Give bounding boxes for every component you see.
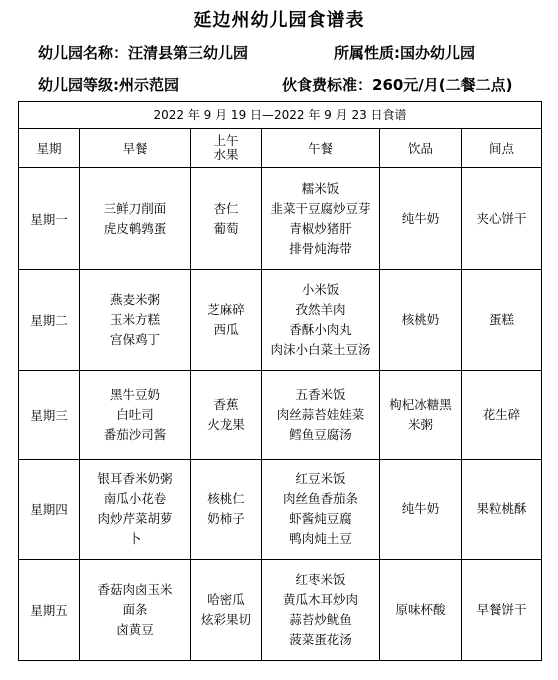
menu-item: 红豆米饭 bbox=[295, 471, 346, 487]
header-snack: 间点 bbox=[462, 128, 542, 168]
fruit-cell bbox=[191, 270, 262, 371]
menu-item: 卜 bbox=[128, 531, 142, 547]
menu-item: 燕麦米粥 bbox=[109, 292, 160, 308]
menu-item: 虾酱炖豆腐 bbox=[289, 511, 352, 527]
drink-cell bbox=[380, 371, 462, 460]
menu-item: 肉沫小白菜土豆汤 bbox=[270, 342, 371, 358]
menu-item: 葡萄 bbox=[213, 220, 239, 236]
menu-item: 青椒炒猪肝 bbox=[289, 220, 352, 236]
document-title: 延边州幼儿园食谱表 bbox=[193, 10, 365, 31]
menu-item: 鸭肉炖土豆 bbox=[289, 531, 352, 547]
kindergarten-name: 幼儿园名称：汪清县第三幼儿园 bbox=[38, 44, 249, 62]
day-cell: 星期二 bbox=[19, 270, 80, 371]
menu-item: 五香米饭 bbox=[295, 387, 346, 403]
menu-item: 哈密瓜 bbox=[207, 591, 245, 607]
menu-item: 银耳香米奶粥 bbox=[97, 471, 173, 487]
breakfast-cell bbox=[80, 559, 191, 660]
menu-item: 糯米饭 bbox=[301, 180, 340, 196]
meal-fee-standard: 伙食费标准：260元/月(二餐二点) bbox=[282, 76, 513, 94]
kindergarten-grade: 幼儿园等级:州示范园 bbox=[38, 76, 179, 94]
menu-item: 孜然羊肉 bbox=[295, 302, 346, 318]
table-row bbox=[19, 371, 542, 460]
header-morning-fruit bbox=[191, 128, 262, 168]
menu-item: 枸杞冰糖黑 bbox=[389, 397, 452, 413]
drink-cell bbox=[380, 270, 462, 371]
lunch-cell bbox=[262, 460, 380, 560]
breakfast-cell bbox=[80, 460, 191, 560]
fruit-cell bbox=[191, 168, 262, 270]
menu-table bbox=[18, 101, 542, 661]
table-row bbox=[19, 460, 542, 560]
lunch-cell bbox=[262, 371, 380, 460]
menu-item: 三鲜刀削面 bbox=[103, 200, 167, 216]
header-lunch: 午餐 bbox=[262, 128, 380, 168]
menu-item: 纯牛奶 bbox=[401, 210, 440, 226]
menu-item: 奶柿子 bbox=[207, 511, 245, 527]
menu-item: 菠菜蛋花汤 bbox=[289, 631, 352, 647]
menu-item: 肉丝蒜苔娃娃菜 bbox=[276, 407, 365, 423]
date-range-caption: 2022 年 9 月 19 日—2022 年 9 月 23 日食谱 bbox=[19, 102, 542, 129]
day-cell: 星期三 bbox=[19, 371, 80, 460]
fruit-cell bbox=[191, 460, 262, 560]
header-fruit-line: 上午 bbox=[213, 132, 239, 148]
day-cell: 星期五 bbox=[19, 559, 80, 660]
lunch-cell bbox=[262, 270, 380, 371]
fruit-cell bbox=[191, 371, 262, 460]
menu-item: 西瓜 bbox=[213, 322, 239, 338]
drink-cell bbox=[380, 559, 462, 660]
menu-item: 果粒桃酥 bbox=[476, 501, 527, 517]
table-row bbox=[19, 168, 542, 270]
kindergarten-nature: 所属性质:国办幼儿园 bbox=[334, 44, 475, 62]
breakfast-cell bbox=[80, 371, 191, 460]
menu-item: 香蕉 bbox=[213, 397, 239, 413]
menu-item: 虎皮鹌鹑蛋 bbox=[103, 220, 167, 236]
menu-item: 火龙果 bbox=[207, 417, 245, 433]
menu-item: 黄瓜木耳炒肉 bbox=[282, 591, 358, 607]
menu-item: 夹心饼干 bbox=[476, 210, 527, 226]
menu-item: 蒜苔炒鱿鱼 bbox=[289, 611, 352, 627]
menu-item: 炫彩果切 bbox=[200, 611, 251, 627]
table-row bbox=[19, 270, 542, 371]
menu-item: 卤黄豆 bbox=[116, 621, 154, 637]
menu-item: 玉米方糕 bbox=[109, 312, 160, 328]
snack-cell bbox=[462, 559, 542, 660]
header-drink: 饮品 bbox=[380, 128, 462, 168]
header-row bbox=[19, 128, 542, 168]
snack-cell bbox=[462, 460, 542, 560]
menu-item: 花生碎 bbox=[482, 407, 521, 423]
menu-item: 杏仁 bbox=[213, 200, 239, 216]
menu-item: 香酥小肉丸 bbox=[289, 322, 352, 338]
menu-item: 白吐司 bbox=[116, 407, 154, 423]
snack-cell bbox=[462, 168, 542, 270]
day-cell: 星期四 bbox=[19, 460, 80, 560]
menu-item: 韭菜干豆腐炒豆芽 bbox=[270, 200, 371, 216]
menu-item: 宫保鸡丁 bbox=[109, 332, 160, 348]
snack-cell bbox=[462, 270, 542, 371]
menu-item: 纯牛奶 bbox=[401, 501, 440, 517]
drink-cell bbox=[380, 460, 462, 560]
menu-item: 核桃奶 bbox=[401, 312, 440, 328]
drink-cell bbox=[380, 168, 462, 270]
snack-cell bbox=[462, 371, 542, 460]
menu-item: 南瓜小花卷 bbox=[103, 491, 167, 507]
header-breakfast: 早餐 bbox=[80, 128, 191, 168]
menu-item: 蛋糕 bbox=[489, 312, 515, 328]
menu-item: 鳕鱼豆腐汤 bbox=[289, 427, 352, 443]
menu-item: 排骨炖海带 bbox=[289, 240, 352, 256]
menu-item: 肉丝鱼香茄条 bbox=[282, 491, 358, 507]
menu-item: 原味杯酸 bbox=[395, 601, 446, 617]
lunch-cell bbox=[262, 559, 380, 660]
menu-item: 肉炒芹菜胡萝 bbox=[97, 511, 173, 527]
menu-item: 小米饭 bbox=[301, 282, 340, 298]
table-row bbox=[19, 559, 542, 660]
lunch-cell bbox=[262, 168, 380, 270]
menu-item: 面条 bbox=[122, 601, 148, 617]
menu-item: 米粥 bbox=[407, 417, 433, 433]
menu-item: 红枣米饭 bbox=[295, 571, 346, 587]
breakfast-cell bbox=[80, 168, 191, 270]
menu-item: 早餐饼干 bbox=[476, 601, 527, 617]
fruit-cell bbox=[191, 559, 262, 660]
menu-item: 黑牛豆奶 bbox=[109, 387, 160, 403]
header-day: 星期 bbox=[19, 128, 80, 168]
day-cell: 星期一 bbox=[19, 168, 80, 270]
menu-item: 核桃仁 bbox=[207, 491, 245, 507]
breakfast-cell bbox=[80, 270, 191, 371]
menu-item: 香菇肉卤玉米 bbox=[97, 581, 173, 597]
menu-item: 番茄沙司酱 bbox=[103, 427, 167, 443]
menu-item: 芝麻碎 bbox=[207, 302, 245, 318]
header-fruit-line: 水果 bbox=[213, 146, 239, 162]
